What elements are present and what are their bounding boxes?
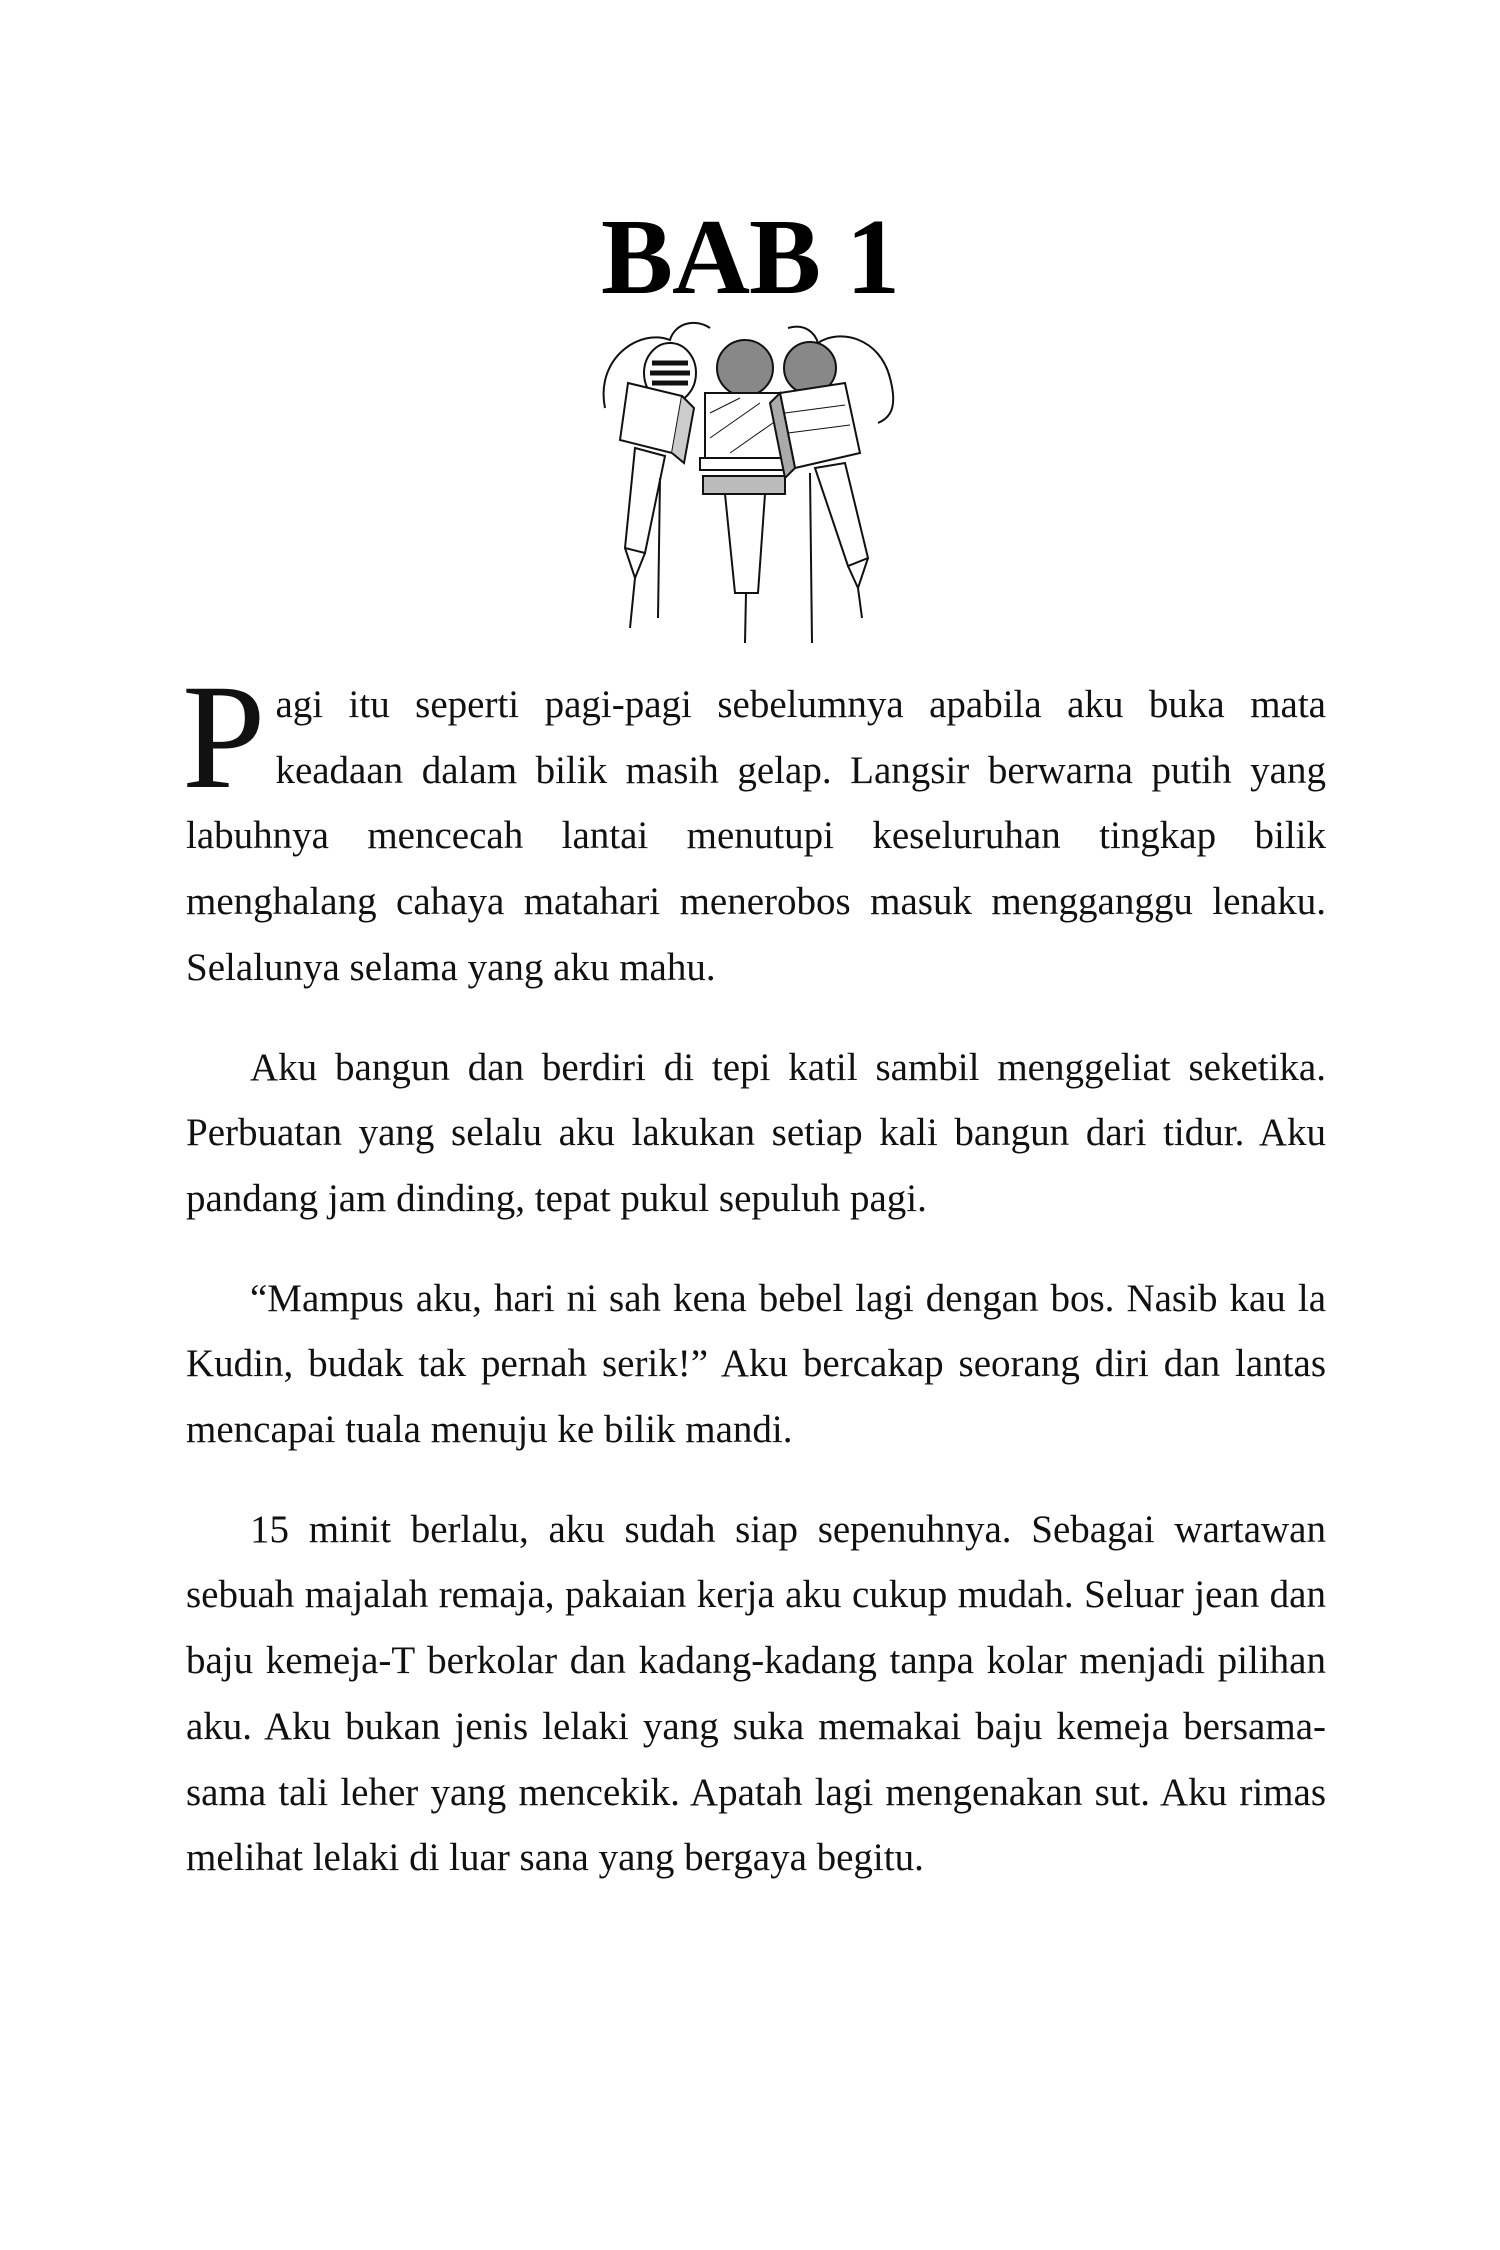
paragraph: “Mampus aku, hari ni sah kena bebel lagi dengan bos. Nasib kau la Kudin, budak tak pernah serik!” Aku bercakap seorang diri dan lantas mencapai tuala menuju ke bilik mandi. [186,1276,1326,1452]
microphone-center [700,340,790,643]
drop-cap: P [182,654,266,820]
chapter-title: BAB 1 [600,198,900,317]
paragraph-text: agi itu seperti pagi-pagi sebelumnya apabila aku buka mata keadaan dalam bilik masih gelap. Langsir berwarna putih yang labuhnya mencecah lantai menutupi keseluruhan tingkap bilik menghalang cahaya matahari menerobos masuk mengganggu lenaku. Selalunya selama yang aku mahu. [186,683,1326,989]
microphone-left [620,343,696,628]
chapter-body [182,654,1326,1925]
paragraph: Aku bangun dan berdiri di tepi katil sambil menggeliat seketika. Perbuatan yang selalu aku lakukan setiap kali bangun dari tidur. Aku pandang jam dinding, tepat pukul sepuluh pagi. [186,1045,1326,1220]
paragraph: 15 minit berlalu, aku sudah siap sepenuhnya. Sebagai wartawan sebuah majalah remaja, pakaian kerja aku cukup mudah. Seluar jean dan baju kemeja-T berkolar dan kadang-kadang tanpa kolar menjadi pilihan aku. Aku bukan jenis lelaki yang suka memakai baju kemeja bersama-sama tali leher yang mencekik. Apatah lagi mengenakan sut. Aku rimas melihat lelaki di luar sana yang bergaya begitu. [186,1507,1326,1880]
paragraph [182,654,1326,1001]
microphones-icon [600,318,900,648]
